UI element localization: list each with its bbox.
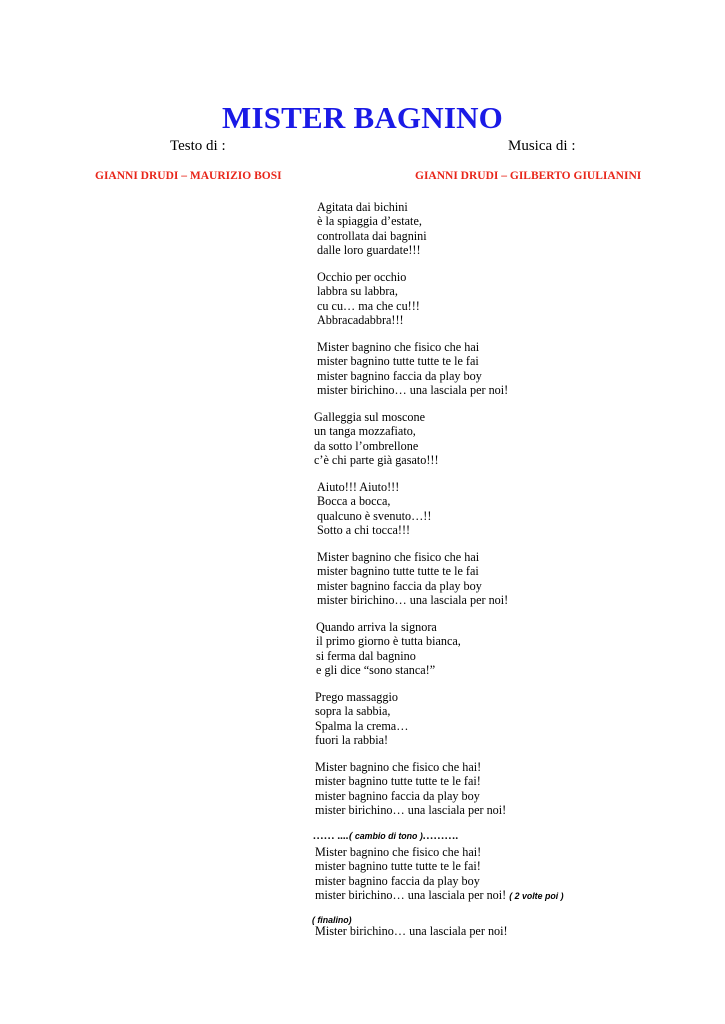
lyric-line: si ferma dal bagnino xyxy=(316,648,416,663)
lyric-line xyxy=(315,888,564,903)
stanza xyxy=(314,410,439,467)
final-line xyxy=(315,924,508,939)
tone-change-prefix: …… ....( xyxy=(313,830,353,842)
lyric-line: Quando arriva la signora xyxy=(316,620,437,634)
lyric-line: qualcuno è svenuto…!! xyxy=(317,508,432,523)
chorus-stanza xyxy=(317,550,508,607)
lyric-line: da sotto l’ombrellone xyxy=(314,438,419,453)
finale-label: ( finalino) xyxy=(312,915,352,925)
twice-then-note: ( 2 volte poi ) xyxy=(509,890,564,901)
lyric-line: il primo giorno è tutta bianca, xyxy=(316,634,461,649)
lyric-line-text: mister birichino… una lasciala per noi! xyxy=(315,887,507,902)
song-title: MISTER BAGNINO xyxy=(222,100,503,135)
lyric-line: labbra su labbra, xyxy=(317,284,398,299)
lyric-line: Aiuto!!! Aiuto!!! xyxy=(317,480,400,494)
lyric-line: Occhio per occhio xyxy=(317,270,407,284)
lyric-line: sopra la sabbia, xyxy=(315,704,391,719)
lyric-line: mister bagnino tutte tutte te le fai xyxy=(317,564,479,579)
lyric-line: e gli dice “sono stanca!” xyxy=(316,662,436,677)
lyric-line: mister bagnino faccia da play boy xyxy=(315,788,480,803)
lyric-line: Mister bagnino che fisico che hai xyxy=(317,340,480,354)
lyric-line: mister bagnino tutte tutte te le fai! xyxy=(315,859,481,874)
lyric-line: mister bagnino faccia da play boy xyxy=(315,873,480,888)
final-line-text: Mister birichino… una lasciala per noi! xyxy=(315,924,508,938)
lyric-line: cu cu… ma che cu!!! xyxy=(317,298,420,313)
lyrics-authors: GIANNI DRUDI – MAURIZIO BOSI xyxy=(95,170,282,182)
lyric-line: Prego massaggio xyxy=(315,690,398,704)
lyric-line: Mister bagnino che fisico che hai! xyxy=(315,845,482,859)
tone-change-note xyxy=(313,828,459,843)
lyric-line: mister birichino… una lasciala per noi! xyxy=(317,382,509,397)
tone-change-suffix: ………. xyxy=(422,830,459,842)
lyric-line: fuori la rabbia! xyxy=(315,732,389,747)
stanza xyxy=(316,620,461,677)
lyric-line: mister bagnino tutte tutte te le fai xyxy=(317,354,479,369)
lyric-line: mister birichino… una lasciala per noi! xyxy=(315,802,507,817)
lyric-line: c’è chi parte già gasato!!! xyxy=(314,452,439,467)
lyric-line: un tanga mozzafiato, xyxy=(314,424,416,439)
music-authors: GIANNI DRUDI – GILBERTO GIULIANINI xyxy=(415,170,642,182)
lyric-line: Sotto a chi tocca!!! xyxy=(317,522,411,537)
music-label: Musica di : xyxy=(508,138,576,154)
lyric-line: mister bagnino tutte tutte te le fai! xyxy=(315,774,481,789)
lyric-line: Abbracadabbra!!! xyxy=(317,312,404,327)
lyric-line: mister birichino… una lasciala per noi! xyxy=(317,592,509,607)
tone-change-text: cambio di tono ) xyxy=(352,831,423,841)
lyric-line: Mister bagnino che fisico che hai xyxy=(317,550,480,564)
lyric-line: Mister bagnino che fisico che hai! xyxy=(315,760,482,774)
stanza xyxy=(315,690,408,747)
lyric-line: Agitata dai bichini xyxy=(317,200,408,214)
lyric-line: Spalma la crema… xyxy=(315,718,409,733)
lyric-line: mister bagnino faccia da play boy xyxy=(317,578,482,593)
final-chorus-stanza xyxy=(315,845,564,903)
stanza xyxy=(317,480,431,537)
lyric-line: mister bagnino faccia da play boy xyxy=(317,368,482,383)
chorus-stanza xyxy=(315,760,506,817)
chorus-stanza xyxy=(317,340,508,397)
lyric-line: dalle loro guardate!!! xyxy=(317,242,421,257)
lyric-line: Galleggia sul moscone xyxy=(314,410,426,424)
lyric-line: controllata dai bagnini xyxy=(317,228,427,243)
stanza xyxy=(317,200,427,257)
lyric-line: è la spiaggia d’estate, xyxy=(317,214,422,229)
lyrics-label: Testo di : xyxy=(170,138,226,154)
stanza xyxy=(317,270,420,327)
lyric-line: Bocca a bocca, xyxy=(317,494,391,509)
